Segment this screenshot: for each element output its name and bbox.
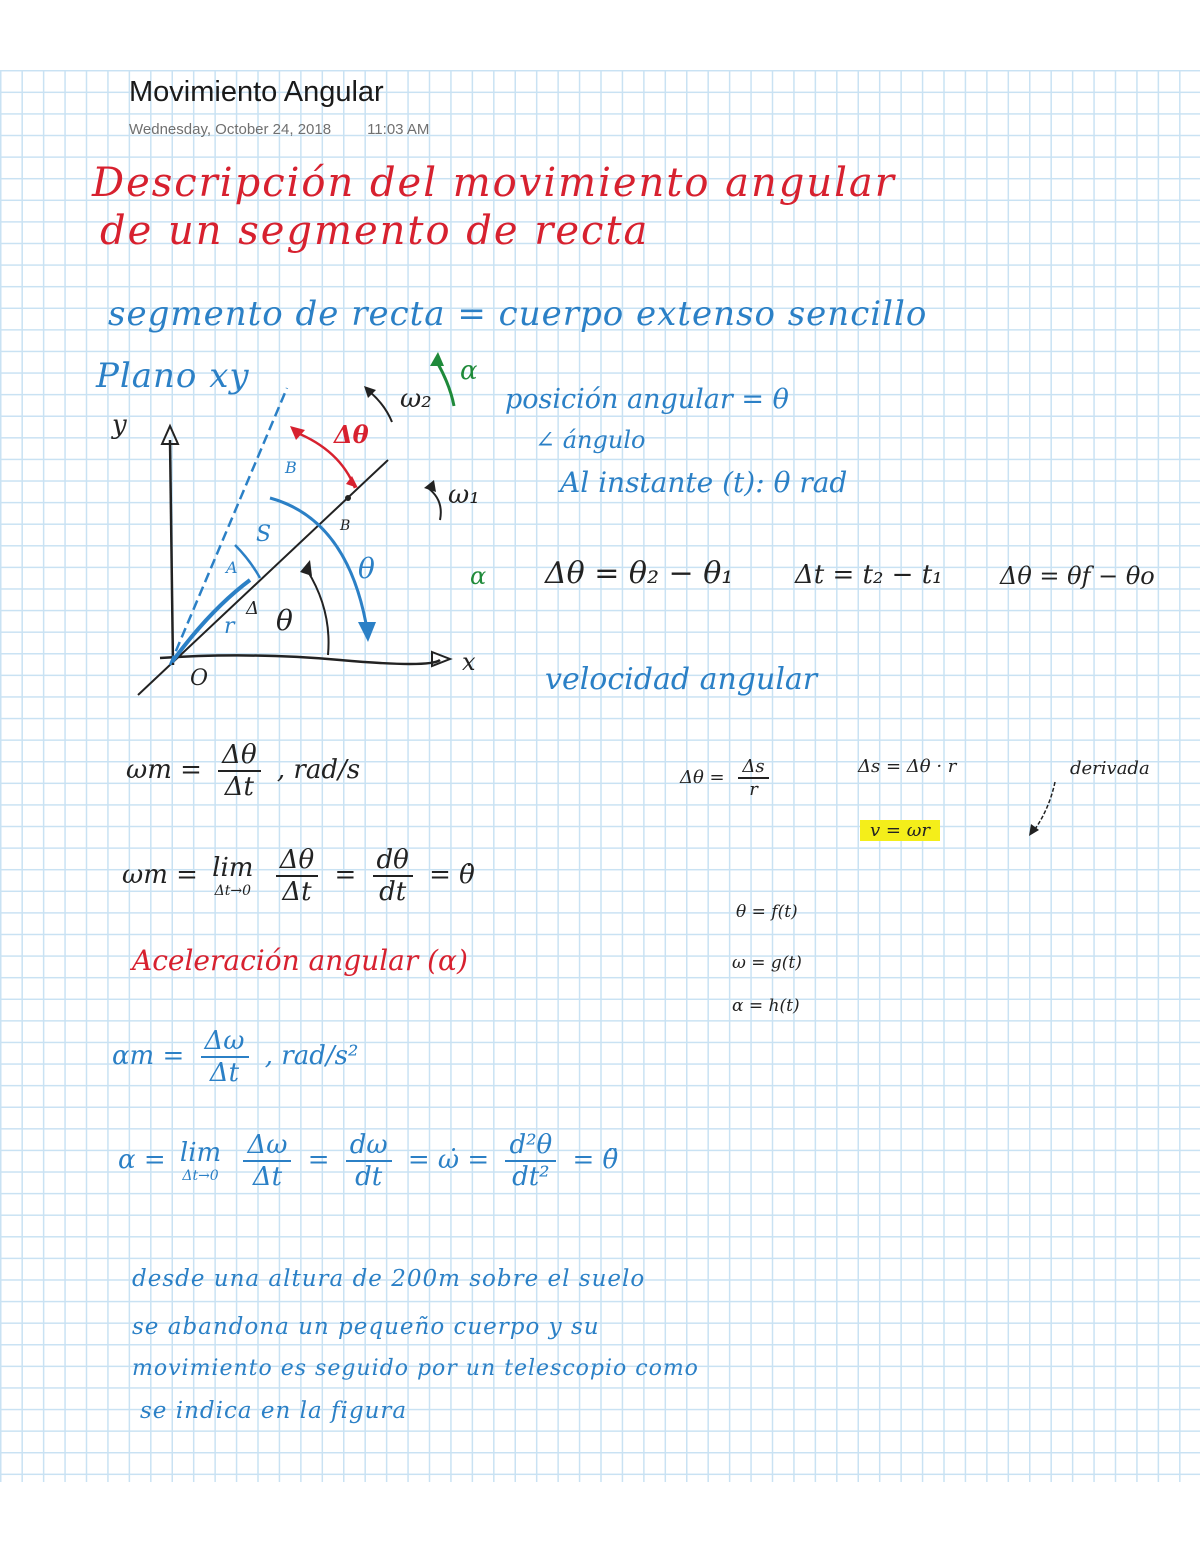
- fraction: $\frac{\Delta\theta}{\Delta t}$: [218, 740, 260, 802]
- plane-label: Plano xy: [96, 356, 250, 396]
- definition-line: segmento de recta = cuerpo extenso sencillo: [108, 294, 928, 334]
- arc-s-label: S: [256, 522, 272, 547]
- mean-angular-velocity-formula: [126, 740, 360, 802]
- alpha-function: α = h(t): [732, 996, 800, 1016]
- y-axis-label: y: [112, 410, 127, 440]
- fraction: $\frac{\Delta s}{r}$: [738, 756, 768, 800]
- delta-theta-label: Δθ: [334, 420, 369, 449]
- formula-lhs: ωm =: [122, 860, 198, 890]
- theta-function: θ = f(t): [736, 902, 798, 922]
- page-title: Movimiento Angular: [129, 76, 384, 108]
- radius-r-label: r: [224, 614, 235, 639]
- omega1-label: ω₁: [448, 480, 480, 510]
- theta-black-arc: [307, 570, 329, 655]
- alpha-top-label: α: [460, 356, 478, 386]
- dtheta-ds-formula: Δθ = $\frac{\Delta s}{r}$: [680, 756, 777, 800]
- fraction: $\frac{\Delta\omega}{\Delta t}$: [243, 1130, 291, 1192]
- derivative-fraction: $\frac{d\theta}{dt}$: [373, 845, 413, 907]
- x-axis: [160, 655, 440, 664]
- delta-t-equation: Δt = t₂ − t₁: [795, 560, 943, 590]
- delta-theta-equation: Δθ = θ₂ − θ₁: [545, 556, 734, 591]
- page-date: Wednesday, October 24, 2018: [129, 121, 332, 138]
- formula-lhs: αm =: [112, 1041, 185, 1071]
- limit: lim Δt→0: [212, 853, 254, 899]
- delta-small-label: Δ: [246, 598, 259, 619]
- linear-velocity-equation: [860, 820, 940, 841]
- theta-black-label: θ: [276, 604, 293, 637]
- derivative-fraction: $\frac{d\omega}{dt}$: [346, 1130, 392, 1192]
- mean-angular-acceleration-formula: [112, 1026, 358, 1088]
- derivada-arrow-icon: [1025, 780, 1065, 840]
- instant-angular-acceleration-formula: α = lim Δt→0 $\frac{\Delta\omega}{\Delta t}$ = $\frac{d\omega}{dt}$ = ω̇ = $\frac{\text{d²θ}}{\text{dt²}}$ = θ̈: [118, 1130, 619, 1192]
- point-a-label: A: [226, 558, 238, 577]
- point-b-black-label: B: [340, 518, 351, 534]
- theta-arc-arrowhead-icon: [358, 622, 376, 642]
- angular-position-line-3: Al instante (t): θ rad: [560, 466, 848, 499]
- limit: lim Δt→0: [179, 1138, 222, 1184]
- angular-velocity-heading: velocidad angular: [545, 662, 818, 697]
- omega2-label: ω₂: [400, 384, 432, 414]
- problem-line-3: movimiento es seguido por un telescopio como: [132, 1356, 699, 1381]
- arc-s: [235, 545, 260, 578]
- fraction: $\frac{\Delta\omega}{\Delta t}$: [201, 1026, 249, 1088]
- heading-line-1: Descripción del movimiento angular: [92, 160, 896, 206]
- x-axis-arrow-icon: [432, 652, 450, 666]
- heading-line-2: de un segmento de recta: [100, 208, 650, 254]
- alpha-mid-label: α: [470, 562, 487, 590]
- problem-line-4: se indica en la figura: [140, 1398, 408, 1424]
- y-axis: [170, 440, 173, 665]
- fraction: $\frac{\Delta\theta}{\Delta t}$: [276, 845, 318, 907]
- ds-equation: Δs = Δθ · r: [858, 756, 957, 777]
- angular-position-line-2: ∠ ángulo: [535, 426, 646, 454]
- theta-blue-label: θ: [358, 552, 375, 585]
- x-axis-label: x: [462, 648, 476, 676]
- angular-motion-diagram: [100, 340, 520, 710]
- second-derivative-fraction: $\frac{\text{d²θ}}{\text{dt²}}$: [505, 1130, 556, 1192]
- problem-line-2: se abandona un pequeño cuerpo y su: [132, 1314, 600, 1340]
- units: , rad/s²: [264, 1041, 359, 1071]
- angular-position-line-1: posición angular = θ: [505, 384, 789, 415]
- units: , rad/s: [276, 755, 361, 785]
- origin-label: O: [190, 666, 209, 691]
- derivada-note: derivada: [1070, 758, 1150, 779]
- instant-angular-velocity-formula: ωm = lim Δt→0 $\frac{\Delta\theta}{\Delta t}$ = $\frac{d\theta}{dt}$ = θ̇: [122, 845, 475, 907]
- formula-lhs: ωm =: [126, 755, 202, 785]
- angular-acceleration-heading: Aceleración angular (α): [132, 944, 468, 977]
- page-time: 11:03 AM: [367, 121, 430, 138]
- delta-theta-final-equation: Δθ = θf − θo: [1000, 562, 1155, 590]
- omega-function: ω = g(t): [732, 953, 802, 973]
- highlighted-text: v = ωr: [860, 820, 940, 841]
- point-b-blue-label: B: [285, 458, 297, 477]
- formula-lhs: α =: [118, 1145, 166, 1175]
- page-timestamp: [129, 121, 429, 138]
- problem-line-1: desde una altura de 200m sobre el suelo: [132, 1266, 646, 1292]
